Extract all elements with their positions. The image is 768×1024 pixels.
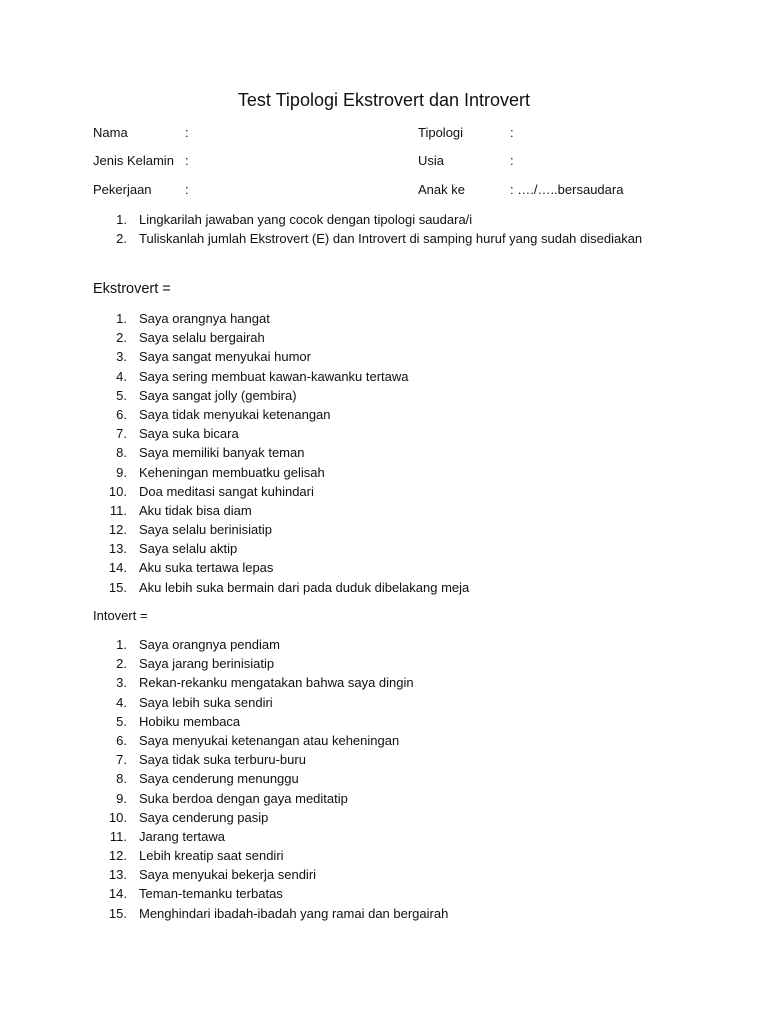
ekstrovert-item-number: 8. [116, 445, 127, 461]
ekstrovert-item-number: 13. [108, 541, 127, 557]
introvert-item-number: 5. [116, 713, 127, 729]
ekstrovert-item-text: Saya orangnya hangat [139, 311, 270, 326]
ekstrovert-item [92, 578, 469, 597]
introvert-item [92, 827, 448, 846]
introvert-item-number: 14. [108, 886, 127, 902]
introvert-item-number: 15. [108, 905, 127, 921]
ekstrovert-item [92, 539, 469, 558]
introvert-item-number: 6. [116, 732, 127, 748]
introvert-item [92, 904, 448, 923]
introvert-item [92, 865, 448, 884]
ekstrovert-item-number: 15. [108, 579, 127, 595]
introvert-item [92, 808, 448, 827]
ekstrovert-item [92, 347, 469, 366]
introvert-item-text: Saya jarang berinisiatip [139, 656, 275, 672]
ekstrovert-item-text: Aku suka tertawa lepas [139, 560, 274, 576]
introvert-item-number: 3. [116, 675, 127, 691]
field-colon-anak-ke: : …./…..bersaudara [510, 182, 624, 197]
field-label-usia: Usia [418, 153, 445, 168]
introvert-item-text: Hobiku membaca [139, 713, 241, 729]
introvert-item [92, 884, 448, 903]
introvert-item-text: Suka berdoa dengan gaya meditatip [139, 790, 348, 806]
introvert-item-number: 10. [108, 809, 127, 825]
ekstrovert-item [92, 482, 469, 501]
ekstrovert-item-text: Saya selalu berinisiatip [139, 522, 272, 538]
introvert-item [92, 750, 448, 769]
ekstrovert-item-text: Doa meditasi sangat kuhindari [139, 483, 314, 499]
introvert-heading: Intovert = [93, 608, 148, 623]
introvert-item-number: 13. [108, 867, 127, 883]
introvert-item-text: Saya tidak suka terburu-buru [139, 752, 306, 768]
ekstrovert-item [92, 501, 469, 520]
ekstrovert-item [92, 405, 469, 424]
ekstrovert-item-number: 11. [109, 502, 127, 518]
ekstrovert-item [92, 463, 469, 482]
field-label-pekerjaan: Pekerjaan [93, 182, 152, 197]
ekstrovert-item-text: Keheningan membuatku gelisah [139, 464, 325, 480]
ekstrovert-item-number: 2. [116, 330, 127, 346]
instruction-number: 2. [116, 231, 127, 247]
introvert-item [92, 846, 448, 865]
field-label-jenis-kelamin: Jenis Kelamin [93, 153, 174, 168]
instruction-text: Lingkarilah jawaban yang cocok dengan tipologi saudara/i [139, 212, 473, 227]
ekstrovert-item-number: 7. [116, 426, 127, 442]
ekstrovert-item [92, 443, 469, 462]
field-colon-nama: : [185, 125, 189, 140]
introvert-item-number: 8. [116, 771, 127, 787]
ekstrovert-item-text: Aku tidak bisa diam [139, 502, 252, 518]
ekstrovert-item-number: 12. [108, 522, 127, 538]
introvert-item-text: Teman-temanku terbatas [139, 886, 283, 902]
ekstrovert-item-text: Saya sering membuat kawan-kawanku tertawa [139, 368, 409, 384]
introvert-item-text: Saya cenderung pasip [139, 809, 269, 825]
ekstrovert-list [92, 309, 469, 597]
field-colon-pekerjaan: : [185, 182, 189, 197]
ekstrovert-item-number: 10. [108, 483, 127, 499]
ekstrovert-item-text: Saya suka bicara [139, 426, 239, 442]
introvert-item-text: Lebih kreatip saat sendiri [139, 848, 284, 864]
ekstrovert-item-number: 3. [116, 349, 127, 365]
introvert-item [92, 789, 448, 808]
instruction-number: 1. [116, 212, 127, 227]
introvert-item-text: Saya lebih suka sendiri [139, 694, 273, 710]
instruction-item [92, 229, 652, 248]
page-title: Test Tipologi Ekstrovert dan Introvert [237, 90, 531, 110]
ekstrovert-item-number: 4. [116, 368, 127, 384]
introvert-item-text: Saya cenderung menunggu [139, 771, 299, 787]
introvert-item [92, 769, 448, 788]
field-label-anak-ke: Anak ke [418, 182, 465, 197]
introvert-item-number: 12. [108, 848, 127, 864]
introvert-item [92, 712, 448, 731]
introvert-item-number: 7. [116, 752, 127, 768]
field-label-tipologi: Tipologi [418, 125, 464, 140]
ekstrovert-item-text: Saya sangat jolly (gembira) [139, 387, 297, 403]
instruction-item [92, 210, 652, 229]
instructions-list [92, 210, 652, 248]
ekstrovert-item-number: 6. [116, 406, 127, 422]
ekstrovert-item-text: Saya tidak menyukai ketenangan [139, 406, 331, 422]
field-colon-usia: : [510, 153, 514, 168]
ekstrovert-item [92, 328, 469, 347]
ekstrovert-item-number: 1. [116, 311, 127, 326]
introvert-item-number: 1. [116, 637, 127, 652]
ekstrovert-item-text: Saya selalu bergairah [139, 330, 265, 346]
introvert-item-number: 9. [116, 790, 127, 806]
introvert-item [92, 693, 448, 712]
introvert-item-text: Saya menyukai bekerja sendiri [139, 867, 317, 883]
ekstrovert-item-text: Saya sangat menyukai humor [139, 349, 311, 365]
introvert-item-text: Rekan-rekanku mengatakan bahwa saya dingin [139, 675, 414, 691]
introvert-item [92, 731, 448, 750]
ekstrovert-item-number: 9. [116, 464, 127, 480]
introvert-item-text: Jarang tertawa [139, 828, 225, 844]
ekstrovert-item [92, 386, 469, 405]
introvert-item-text: Saya menyukai ketenangan atau keheningan [139, 732, 400, 748]
ekstrovert-item-number: 5. [116, 387, 127, 403]
ekstrovert-item [92, 520, 469, 539]
introvert-item-number: 11. [109, 828, 127, 844]
ekstrovert-item-text: Saya memiliki banyak teman [139, 445, 305, 461]
introvert-item [92, 673, 448, 692]
ekstrovert-heading: Ekstrovert = [93, 281, 171, 297]
ekstrovert-item-text: Aku lebih suka bermain dari pada duduk dibelakang meja [139, 579, 470, 595]
ekstrovert-item [92, 424, 469, 443]
introvert-item [92, 635, 448, 654]
ekstrovert-item-text: Saya selalu aktip [139, 541, 238, 557]
ekstrovert-item-number: 14. [108, 560, 127, 576]
ekstrovert-item [92, 309, 469, 328]
field-label-nama: Nama [93, 125, 128, 140]
ekstrovert-item [92, 558, 469, 577]
introvert-item-number: 4. [116, 694, 127, 710]
introvert-item-text: Menghindari ibadah-ibadah yang ramai dan bergairah [139, 905, 449, 921]
field-colon-jenis-kelamin: : [185, 153, 189, 168]
introvert-item-text: Saya orangnya pendiam [139, 637, 280, 652]
introvert-item-number: 2. [116, 656, 127, 672]
ekstrovert-item [92, 367, 469, 386]
introvert-item [92, 654, 448, 673]
introvert-list [92, 635, 448, 923]
field-colon-tipologi: : [510, 125, 514, 140]
instruction-text: Tuliskanlah jumlah Ekstrovert (E) dan Introvert di samping huruf yang sudah disediakan [139, 231, 643, 247]
